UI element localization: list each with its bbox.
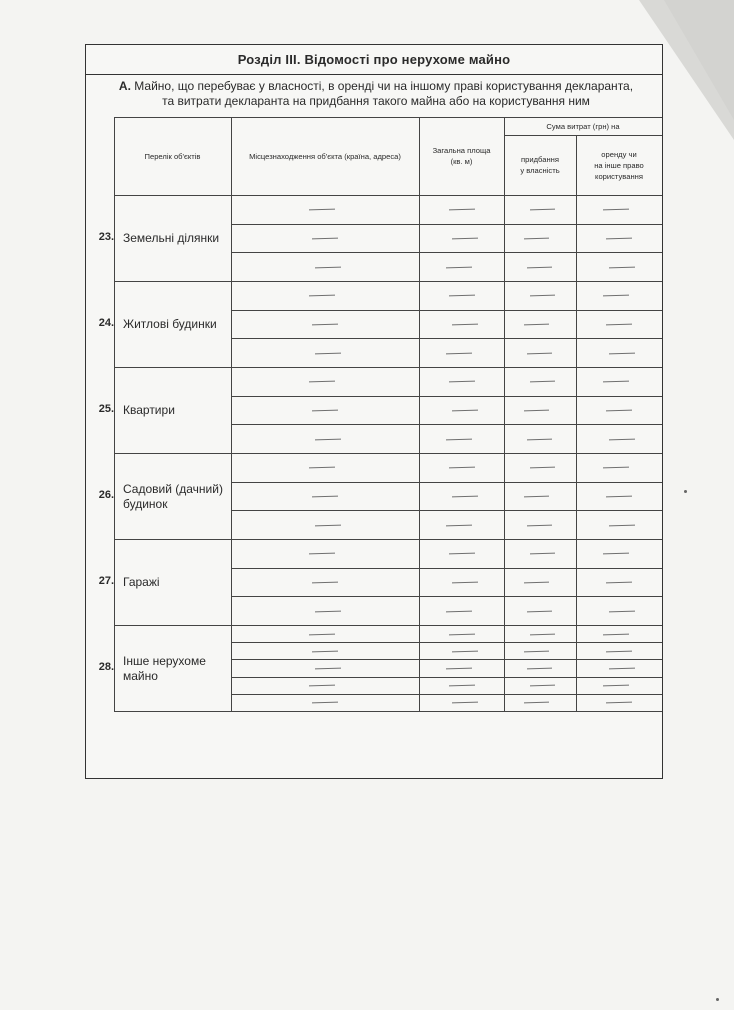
subrow-rule [231,596,662,597]
empty-value-dash [606,496,632,498]
empty-value-dash [527,525,552,527]
subsection-text-line2: та витрати декларанта на придбання такого майна або на користування ним [162,94,590,108]
empty-value-dash [530,295,555,297]
group-bottom-rule [114,367,662,368]
empty-value-dash [452,238,478,240]
subrow-rule [231,252,662,253]
empty-value-dash [449,467,475,469]
empty-value-dash [452,410,478,412]
subsection-heading [116,79,636,109]
row-category-line: Квартири [123,403,175,417]
empty-value-dash [315,267,341,269]
empty-value-dash [309,685,335,687]
section-frame [85,44,663,779]
subrow-rule [231,424,662,425]
group-bottom-rule [114,539,662,540]
row-category-line: будинок [123,497,168,511]
empty-value-dash [446,267,472,269]
empty-value-dash [452,651,478,653]
empty-value-dash [446,611,472,613]
empty-value-dash [609,267,635,269]
header-purchase-line: у власність [520,166,560,175]
subrow-rule [231,482,662,483]
empty-value-dash [530,381,555,383]
subrow-rule [231,677,662,678]
empty-value-dash [606,582,632,584]
empty-value-dash [312,238,338,240]
row-category-line: майно [123,669,158,683]
subrow-rule [231,310,662,311]
header-expenses: Сума витрат (грн) на [546,121,620,131]
row-category [123,403,231,418]
empty-value-dash [452,582,478,584]
empty-value-dash [312,324,338,326]
empty-value-dash [452,702,478,704]
empty-value-dash [315,439,341,441]
empty-value-dash [609,439,635,441]
row-number: 27. [98,575,114,587]
subsection-text-line1: Майно, що перебуває у власності, в оренді чи на іншому праві користування декларанта, [134,79,634,93]
empty-value-dash [527,353,552,355]
empty-value-dash [524,410,549,412]
empty-value-dash [524,702,549,704]
empty-value-dash [309,553,335,555]
header-area-line: (кв. м) [450,157,473,166]
header-purchase-line: придбання [521,155,559,164]
group-bottom-rule [114,453,662,454]
empty-value-dash [603,381,629,383]
header-location: Місцезнаходження об'єкта (країна, адреса) [249,151,401,161]
header-area-line: Загальна площа [432,146,491,155]
empty-value-dash [446,353,472,355]
empty-value-dash [603,467,629,469]
empty-value-dash [609,668,635,670]
empty-value-dash [449,685,475,687]
group-bottom-rule [114,711,662,712]
row-category [123,575,231,590]
empty-value-dash [530,209,555,211]
subrow-rule [231,396,662,397]
empty-value-dash [527,668,552,670]
row-number: 26. [98,489,114,501]
empty-value-dash [527,267,552,269]
empty-value-dash [309,634,335,636]
empty-value-dash [315,353,341,355]
header-objects: Перелік об'єктів [144,151,201,161]
empty-value-dash [524,238,549,240]
header-rent-line: на інше право [594,160,644,170]
row-category-line: Земельні ділянки [123,231,220,245]
row-category-line: Садовий (дачний) [123,482,223,496]
empty-value-dash [449,634,475,636]
row-number: 24. [98,317,114,329]
empty-value-dash [603,209,629,211]
row-category [123,231,231,246]
subrow-rule [231,510,662,511]
header-area [419,117,504,195]
empty-value-dash [603,295,629,297]
row-number: 25. [98,403,114,415]
row-category [123,317,231,332]
empty-value-dash [315,668,341,670]
empty-value-dash [609,353,635,355]
empty-value-dash [446,439,472,441]
empty-value-dash [446,668,472,670]
empty-value-dash [312,651,338,653]
empty-value-dash [603,685,629,687]
subrow-rule [231,694,662,695]
empty-value-dash [315,525,341,527]
group-bottom-rule [114,281,662,282]
empty-value-dash [606,410,632,412]
row-category [123,654,231,684]
empty-value-dash [606,238,632,240]
scan-speck [684,490,687,493]
header-rent-line: користування [595,171,643,181]
empty-value-dash [446,525,472,527]
subrow-rule [231,568,662,569]
col-rule [114,117,115,711]
empty-value-dash [527,439,552,441]
empty-value-dash [312,702,338,704]
header-rent [576,135,662,195]
row-number: 28. [98,661,114,673]
empty-value-dash [449,209,475,211]
subrow-rule [231,224,662,225]
empty-value-dash [603,634,629,636]
empty-value-dash [530,685,555,687]
empty-value-dash [524,496,549,498]
subsection-letter: А. [118,79,131,93]
empty-value-dash [524,324,549,326]
col-rule [419,117,420,711]
subrow-rule [231,659,662,660]
empty-value-dash [315,611,341,613]
subrow-rule [231,642,662,643]
row-category-line: Житлові будинки [123,317,217,331]
empty-value-dash [309,295,335,297]
empty-value-dash [606,324,632,326]
empty-value-dash [530,467,555,469]
scan-speck [716,998,719,1001]
empty-value-dash [449,295,475,297]
group-bottom-rule [114,625,662,626]
empty-value-dash [309,209,335,211]
empty-value-dash [606,651,632,653]
subrow-rule [231,338,662,339]
section-title: Розділ ІІІ. Відомості про нерухоме майно [86,45,662,75]
row-category [123,482,231,512]
col-rule [231,117,232,711]
empty-value-dash [452,496,478,498]
header-bottom-rule [114,195,662,196]
col-rule [504,117,505,711]
empty-value-dash [312,496,338,498]
empty-value-dash [312,582,338,584]
subsection-heading-line1 [116,79,636,94]
empty-value-dash [530,553,555,555]
empty-value-dash [449,553,475,555]
empty-value-dash [449,381,475,383]
empty-value-dash [606,702,632,704]
empty-value-dash [309,381,335,383]
row-category-line: Інше нерухоме [123,654,206,668]
header-purchase [504,135,576,195]
empty-value-dash [309,467,335,469]
row-number: 23. [98,231,114,243]
empty-value-dash [452,324,478,326]
scanned-page-fold-shadow [664,0,734,120]
header-rent-line: оренду чи [601,149,637,159]
empty-value-dash [524,651,549,653]
empty-value-dash [609,611,635,613]
empty-value-dash [603,553,629,555]
row-category-line: Гаражі [123,575,160,589]
empty-value-dash [609,525,635,527]
empty-value-dash [530,634,555,636]
empty-value-dash [312,410,338,412]
empty-value-dash [524,582,549,584]
empty-value-dash [527,611,552,613]
